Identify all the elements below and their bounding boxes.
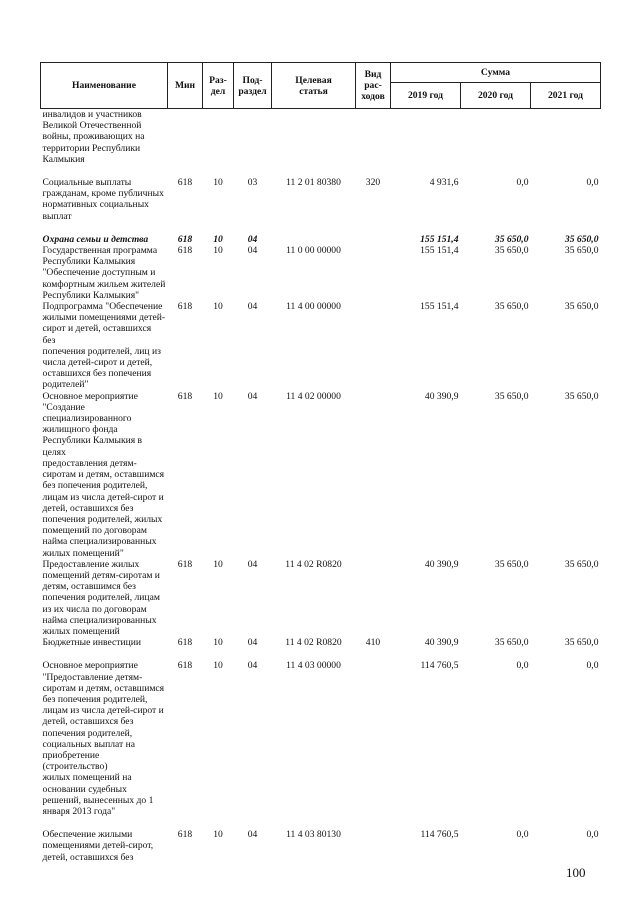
row-sum-2020: 0,0 — [516, 829, 529, 841]
table-row — [41, 648, 601, 817]
row-sum-2020: 35 650,0 — [494, 558, 529, 570]
header-2020: 2020 год — [461, 83, 531, 109]
row-vid-rashodov — [356, 817, 391, 863]
row-sum-2021: 35 650,0 — [564, 390, 599, 402]
row-razdel: 10 — [213, 177, 223, 189]
row-min: 618 — [177, 390, 193, 402]
row-sum-2020: 35 650,0 — [494, 637, 529, 649]
row-vid-rashodov — [356, 222, 391, 245]
row-sum-2020: 0,0 — [516, 660, 529, 672]
table-row — [41, 817, 601, 863]
row-min: 618 — [177, 660, 193, 672]
row-min: 618 — [177, 233, 193, 245]
row-razdel — [203, 109, 234, 166]
row-vid-rashodov — [356, 391, 391, 559]
row-name: инвалидов и участников Великой Отечественной войны, проживающих на территории Республики Калмыкия — [42, 109, 145, 165]
row-sum-2021: 0,0 — [586, 177, 599, 189]
header-celevaya: Целевая статья — [272, 63, 356, 109]
row-name: Социальные выплаты гражданам, кроме публичных нормативных социальных выплат — [42, 177, 164, 222]
table-row — [41, 301, 601, 391]
row-name: Основное мероприятие "Создание специализированного жилищного фонда Республики Калмыкия в целях предоставления детям- сиротам и детям, оставшимся без попечения родителей, лицам из числа детей-сирот и детей, оставшихся без попечения родителей, жилых помещений по договорам найма специализированных жилых помещений" — [42, 390, 165, 559]
row-podrazdel: 04 — [247, 233, 258, 245]
row-razdel: 10 — [213, 390, 223, 402]
header-podrazdel: Под- раздел — [234, 63, 272, 109]
row-sum-2019: 155 151,4 — [420, 301, 459, 313]
row-sum-2021 — [531, 109, 601, 166]
row-podrazdel: 04 — [247, 390, 258, 402]
row-celevaya-statya: 11 4 02 R0820 — [285, 558, 342, 570]
row-name: Предоставление жилых помещений детям-сиротам и детям, оставшимся без попечения родителей, лицам из их числа по договорам найма специализированных жилых помещений — [42, 558, 160, 637]
row-razdel: 10 — [213, 829, 223, 841]
row-sum-2021: 0,0 — [586, 829, 599, 841]
row-sum-2021: 35 650,0 — [564, 558, 599, 570]
row-celevaya-statya — [272, 109, 356, 166]
row-celevaya-statya: 11 4 03 80130 — [286, 829, 341, 841]
row-name: Обеспечение жилыми помещениями детей-сирот, детей, оставшихся без — [42, 829, 154, 863]
table-row — [41, 109, 601, 166]
row-razdel: 10 — [213, 233, 223, 245]
header-2019: 2019 год — [391, 83, 461, 109]
table-row — [41, 391, 601, 559]
row-sum-2020: 0,0 — [516, 177, 529, 189]
row-razdel: 10 — [213, 660, 223, 672]
row-vid-rashodov — [356, 301, 391, 391]
row-razdel: 10 — [213, 245, 223, 257]
row-vid-rashodov — [356, 245, 391, 301]
page-number: 100 — [566, 865, 586, 880]
row-sum-2019: 114 760,5 — [420, 660, 459, 672]
row-sum-2019: 114 760,5 — [420, 829, 459, 841]
row-sum-2019: 40 390,9 — [424, 558, 459, 570]
row-sum-2020 — [461, 109, 531, 166]
row-razdel: 10 — [213, 558, 223, 570]
row-sum-2019: 155 151,4 — [420, 233, 459, 245]
header-summa: Сумма — [391, 63, 601, 83]
row-vid-rashodov — [356, 109, 391, 166]
row-podrazdel: 04 — [247, 245, 258, 257]
row-podrazdel: 03 — [247, 177, 258, 189]
row-sum-2021: 0,0 — [586, 660, 599, 672]
row-podrazdel — [234, 109, 272, 166]
table-row — [41, 165, 601, 222]
row-sum-2019: 40 390,9 — [424, 637, 459, 649]
header-min: Мин — [168, 63, 203, 109]
row-vid-rashodov: 410 — [365, 637, 381, 649]
header-razdel: Раз- дел — [203, 63, 234, 109]
table-row — [41, 222, 601, 245]
row-razdel: 10 — [213, 637, 223, 649]
row-sum-2021: 35 650,0 — [564, 301, 599, 313]
row-celevaya-statya: 11 0 00 00000 — [286, 245, 341, 257]
row-podrazdel: 04 — [247, 637, 258, 649]
row-min: 618 — [177, 829, 193, 841]
table-row — [41, 559, 601, 637]
row-min: 618 — [177, 637, 193, 649]
table-row — [41, 245, 601, 301]
table-row — [41, 637, 601, 648]
row-celevaya-statya: 11 4 03 00000 — [286, 660, 341, 672]
row-celevaya-statya — [272, 222, 356, 245]
header-vid: Вид рас- ходов — [356, 63, 391, 109]
row-name: Охрана семьи и детства — [42, 233, 149, 245]
row-sum-2019: 4 931,6 — [429, 177, 459, 189]
row-vid-rashodov — [356, 648, 391, 817]
row-name: Основное мероприятие "Предоставление детям- сиротам и детям, оставшимся без попечения родителей, лицам из числа детей-сирот и детей, оставшихся без попечения родителей, социальных выплат на приобретение (строительство) жилых помещений на основании судебных решений, вынесенных до 1 января 2013 года" — [42, 660, 165, 817]
row-sum-2020: 35 650,0 — [494, 233, 529, 245]
row-razdel: 10 — [213, 301, 223, 313]
row-podrazdel: 04 — [247, 660, 258, 672]
row-sum-2021: 35 650,0 — [564, 233, 599, 245]
budget-table — [40, 62, 601, 863]
row-sum-2020: 35 650,0 — [494, 390, 529, 402]
row-sum-2021: 35 650,0 — [564, 245, 599, 257]
row-min: 618 — [177, 558, 193, 570]
row-vid-rashodov — [356, 559, 391, 637]
row-podrazdel: 04 — [247, 301, 258, 313]
row-celevaya-statya: 11 4 02 R0820 — [285, 637, 342, 649]
row-sum-2019: 155 151,4 — [420, 245, 459, 257]
header-name: Наименование — [41, 63, 168, 109]
row-min — [168, 109, 203, 166]
row-sum-2020: 35 650,0 — [494, 245, 529, 257]
row-celevaya-statya: 11 4 00 00000 — [286, 301, 341, 313]
row-name: Бюджетные инвестиции — [42, 637, 141, 649]
row-sum-2021: 35 650,0 — [564, 637, 599, 649]
header-2021: 2021 год — [531, 83, 601, 109]
row-min: 618 — [177, 245, 193, 257]
row-name: Государственная программа Республики Калмыкия "Обеспечение доступным и комфортным жильем жителей Республики Калмыкия" — [42, 245, 166, 301]
row-sum-2019 — [391, 109, 461, 166]
row-celevaya-statya: 11 4 02 00000 — [286, 390, 341, 402]
table-body — [41, 109, 601, 863]
row-podrazdel: 04 — [247, 829, 258, 841]
row-vid-rashodov: 320 — [365, 177, 381, 189]
row-sum-2020: 35 650,0 — [494, 301, 529, 313]
row-podrazdel: 04 — [247, 558, 258, 570]
row-name: Подпрограмма "Обеспечение жилыми помещениями детей- сирот и детей, оставшихся без попечения родителей, лиц из числа детей-сирот и детей, оставшихся без попечения родителей" — [42, 301, 166, 391]
row-sum-2019: 40 390,9 — [424, 390, 459, 402]
row-min: 618 — [177, 177, 193, 189]
row-min: 618 — [177, 301, 193, 313]
row-celevaya-statya: 11 2 01 80380 — [286, 177, 341, 189]
